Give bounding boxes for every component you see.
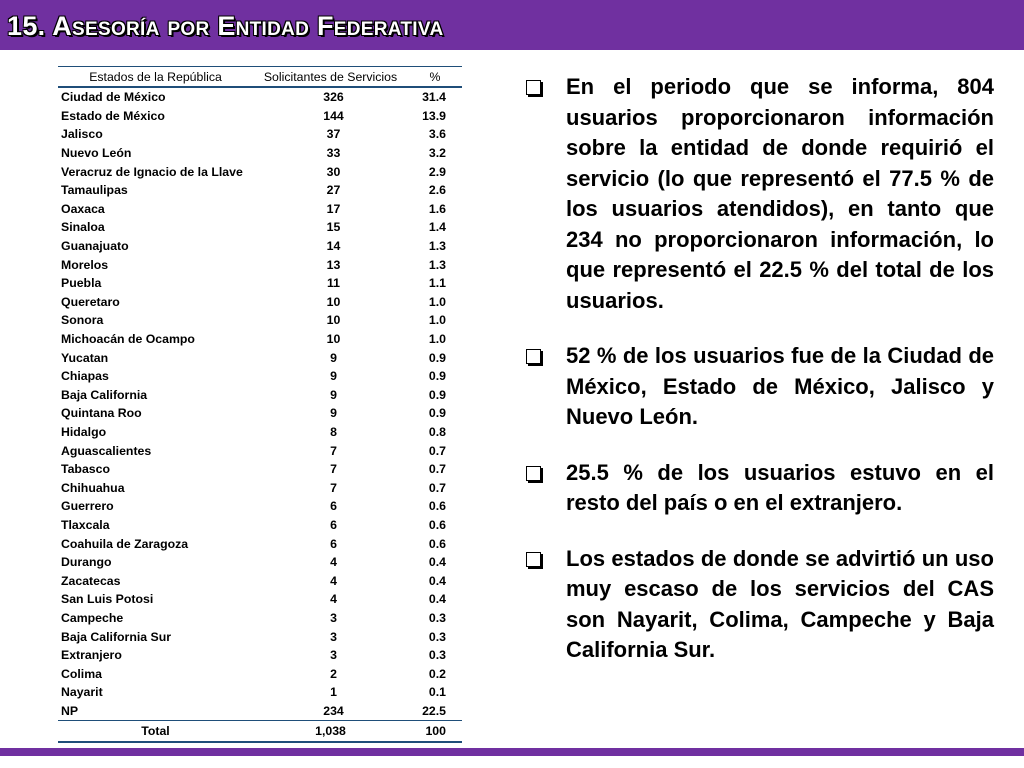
table-row (58, 181, 462, 200)
percent-cell: 2.6 (428, 183, 446, 198)
applicants-cell: 8 (330, 424, 337, 439)
percent-cell: 0.9 (428, 369, 446, 384)
table-row (58, 460, 462, 479)
percent-cell: 0.4 (428, 555, 446, 570)
bullet-text: 52 % de los usuarios fue de la Ciudad de México, Estado de México, Jalisco y Nuevo León. (566, 343, 994, 429)
table-row (58, 237, 462, 256)
table-row (58, 144, 462, 163)
table-footer (58, 721, 462, 743)
state-name-cell: Oaxaca (61, 201, 105, 216)
bottom-bar (0, 748, 1024, 756)
bullet-item (522, 544, 994, 666)
percent-cell: 1.4 (428, 220, 446, 235)
checkbox-bullet-icon (526, 349, 541, 364)
state-name-cell: Michoacán de Ocampo (61, 332, 195, 347)
percent-cell: 3.2 (428, 146, 446, 161)
applicants-cell: 6 (330, 499, 337, 514)
percent-cell: 0.7 (428, 443, 446, 458)
applicants-cell: 9 (330, 406, 337, 421)
checkbox-bullet-icon (526, 552, 541, 567)
percent-cell: 1.1 (428, 276, 446, 291)
percent-cell: 0.4 (428, 592, 446, 607)
state-name-cell: Coahuila de Zaragoza (61, 536, 189, 551)
applicants-cell: 9 (330, 350, 337, 365)
applicants-cell: 4 (330, 592, 337, 607)
applicants-cell: 37 (326, 127, 341, 142)
applicants-cell: 9 (330, 369, 337, 384)
state-name-cell: Chihuahua (61, 480, 125, 495)
table-row (58, 516, 462, 535)
percent-cell: 0.3 (428, 648, 446, 663)
state-name-cell: Puebla (61, 276, 102, 291)
applicants-cell: 9 (330, 387, 337, 402)
applicants-cell: 3 (330, 648, 337, 663)
percent-cell: 0.9 (428, 387, 446, 402)
bullet-list (522, 72, 994, 691)
applicants-cell: 4 (330, 573, 337, 588)
table-body (58, 87, 462, 721)
table-row (58, 367, 462, 386)
checkbox-bullet-icon (526, 80, 541, 95)
percent-cell: 0.6 (428, 536, 446, 551)
states-table (58, 66, 462, 743)
applicants-cell: 7 (330, 462, 337, 477)
state-name-cell: Extranjero (61, 648, 122, 663)
state-name-cell: Baja California (61, 387, 148, 402)
percent-cell: 0.8 (428, 424, 446, 439)
percent-cell: 1.3 (428, 257, 446, 272)
table-row (58, 553, 462, 572)
table-row (58, 590, 462, 609)
table-row (58, 87, 462, 107)
table-row (58, 534, 462, 553)
bullet-item (522, 72, 994, 316)
applicants-cell: 4 (330, 555, 337, 570)
state-name-cell: Campeche (61, 610, 124, 625)
state-name-cell: Sinaloa (61, 220, 105, 235)
applicants-cell: 234 (253, 702, 408, 721)
state-name-cell: Sonora (61, 313, 104, 328)
table-row (58, 702, 462, 721)
percent-cell: 3.6 (428, 127, 446, 142)
table-row (58, 107, 462, 126)
percent-cell: 0.7 (428, 480, 446, 495)
percent-cell: 1.0 (428, 294, 446, 309)
state-name-cell: Queretaro (61, 294, 120, 309)
header-applicants: Solicitantes de Servicios (253, 67, 408, 88)
applicants-cell: 10 (326, 313, 341, 328)
table-row (58, 311, 462, 330)
table-row (58, 497, 462, 516)
table-row (58, 255, 462, 274)
state-name-cell: Aguascalientes (61, 443, 152, 458)
applicants-cell: 33 (326, 146, 341, 161)
applicants-cell: 10 (326, 294, 341, 309)
state-name-cell: Tabasco (61, 462, 110, 477)
table-row (58, 627, 462, 646)
percent-cell: 1.0 (428, 332, 446, 347)
table-row (58, 683, 462, 702)
applicants-cell: 6 (330, 536, 337, 551)
percent-cell: 2.9 (428, 164, 446, 179)
bullet-text: 25.5 % de los usuarios estuvo en el resto del país o en el extranjero. (566, 459, 994, 515)
applicants-cell: 144 (323, 108, 344, 123)
state-name-cell: Guanajuato (61, 239, 129, 254)
state-name-cell: Nuevo León (61, 146, 132, 161)
table-header (58, 67, 462, 88)
bullet-text: Los estados de donde se advirtió un uso muy escaso de los servicios del CAS son Nayarit, Colima, Campeche y Baja California Sur. (566, 545, 994, 662)
percent-cell: 0.4 (428, 573, 446, 588)
applicants-cell: 326 (323, 90, 344, 105)
percent-cell: 13.9 (422, 108, 446, 123)
table-row (58, 348, 462, 367)
applicants-cell: 15 (326, 220, 341, 235)
bullet-item (522, 458, 994, 519)
table-row (58, 330, 462, 349)
total-percent: 100 (408, 721, 462, 743)
applicants-cell: 7 (330, 443, 337, 458)
applicants-cell: 3 (330, 610, 337, 625)
state-name-cell: Tamaulipas (61, 183, 128, 198)
state-name-cell: Durango (61, 555, 112, 570)
percent-cell: 22.5 (408, 702, 462, 721)
table-row (58, 162, 462, 181)
table-row (58, 274, 462, 293)
table-row (58, 478, 462, 497)
total-label: Total (58, 721, 253, 743)
state-name-cell: Baja California Sur (61, 629, 172, 644)
state-name-cell: Estado de México (61, 108, 165, 123)
percent-cell: 0.2 (428, 666, 446, 681)
state-name-cell: Morelos (61, 257, 109, 272)
applicants-cell: 17 (326, 201, 341, 216)
percent-cell: 1.6 (428, 201, 446, 216)
state-name-cell: Hidalgo (61, 424, 107, 439)
applicants-cell: 30 (326, 164, 341, 179)
state-name-cell: NP (58, 702, 253, 721)
state-name-cell: Zacatecas (61, 573, 121, 588)
total-row (58, 721, 462, 743)
state-name-cell: Jalisco (61, 127, 103, 142)
state-name-cell: Nayarit (61, 685, 103, 700)
table-row (58, 609, 462, 628)
table-row (58, 441, 462, 460)
applicants-cell: 13 (326, 257, 341, 272)
applicants-cell: 6 (330, 517, 337, 532)
percent-cell: 1.3 (428, 239, 446, 254)
states-table-container (58, 66, 462, 743)
table-row (58, 218, 462, 237)
table-row (58, 386, 462, 405)
percent-cell: 31.4 (422, 90, 446, 105)
table-row (58, 404, 462, 423)
state-name-cell: Quintana Roo (61, 406, 142, 421)
percent-cell: 0.6 (428, 517, 446, 532)
percent-cell: 0.7 (428, 462, 446, 477)
table-row (58, 423, 462, 442)
table-row (58, 125, 462, 144)
table-row (58, 200, 462, 219)
table-row (58, 646, 462, 665)
applicants-cell: 10 (326, 332, 341, 347)
percent-cell: 0.9 (428, 406, 446, 421)
percent-cell: 1.0 (428, 313, 446, 328)
bullet-text: En el periodo que se informa, 804 usuarios proporcionaron información sobre la entidad de donde requirió el servicio (lo que representó el 77.5 % de los usuarios atendidos), en tanto que 234 no proporcionaron información, lo que representó el 22.5 % del total de los usuarios. (566, 74, 994, 313)
applicants-cell: 14 (326, 239, 341, 254)
total-count: 1,038 (253, 721, 408, 743)
applicants-cell: 2 (330, 666, 337, 681)
checkbox-bullet-icon (526, 466, 541, 481)
table-row (58, 571, 462, 590)
applicants-cell: 1 (330, 685, 337, 700)
percent-cell: 0.1 (428, 685, 446, 700)
state-name-cell: San Luis Potosi (61, 592, 154, 607)
state-name-cell: Tlaxcala (61, 517, 110, 532)
applicants-cell: 11 (327, 276, 340, 291)
applicants-cell: 7 (330, 480, 337, 495)
header-percent: % (408, 67, 462, 88)
percent-cell: 0.3 (428, 610, 446, 625)
header-states: Estados de la República (58, 67, 253, 88)
percent-cell: 0.9 (428, 350, 446, 365)
bullet-item (522, 341, 994, 433)
table-row (58, 664, 462, 683)
table-row (58, 293, 462, 312)
state-name-cell: Yucatan (61, 350, 109, 365)
state-name-cell: Guerrero (61, 499, 114, 514)
applicants-cell: 27 (326, 183, 341, 198)
state-name-cell: Veracruz de Ignacio de la Llave (61, 164, 243, 179)
title-bar (0, 0, 1024, 50)
applicants-cell: 3 (330, 629, 337, 644)
percent-cell: 0.6 (428, 499, 446, 514)
slide-title: 15. Asesoría por Entidad Federativa (7, 11, 444, 41)
state-name-cell: Chiapas (61, 369, 109, 384)
state-name-cell: Ciudad de México (61, 90, 166, 105)
percent-cell: 0.3 (428, 629, 446, 644)
state-name-cell: Colima (61, 666, 102, 681)
